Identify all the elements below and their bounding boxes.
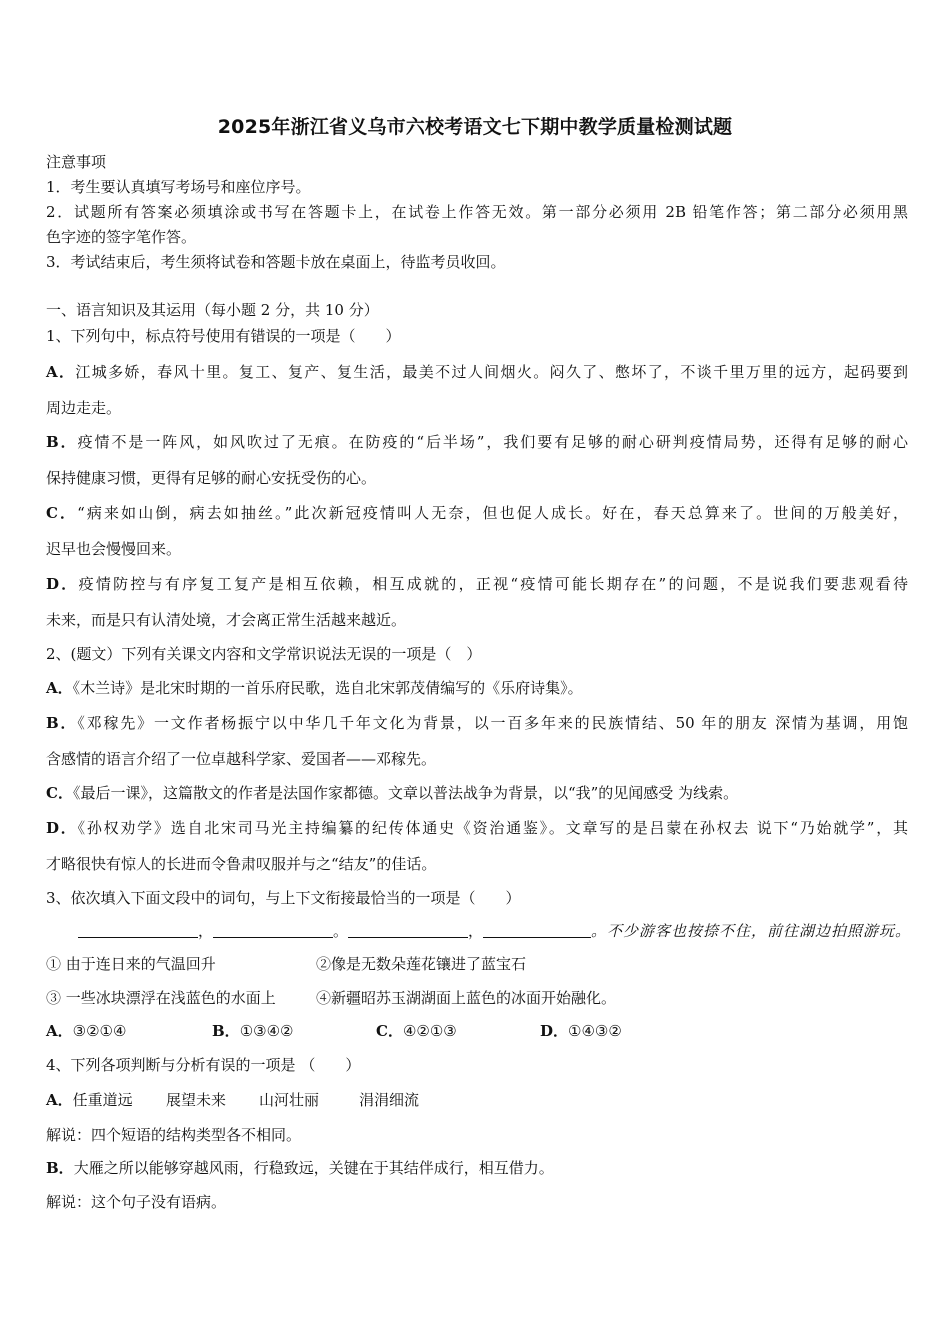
option-text: 大雁之所以能够穿越风雨，行稳致远，关键在于其结伴成行，相互借力。: [73, 1159, 554, 1177]
blank-1: [78, 923, 198, 938]
notice-item-2: 2．试题所有答案必须填涂或书写在答题卡上，在试卷上作答无效。第一部分必须用 2B 铅笔作答；第二部分必须用黑: [46, 203, 908, 221]
q3-sep-1: ，: [198, 922, 214, 940]
q3-answer-c: [376, 1021, 457, 1041]
q4-option-b-explanation: 解说：这个句子没有语病。: [46, 1193, 227, 1211]
q1-option-b-cont: 保持健康习惯，更得有足够的耐心安抚受伤的心。: [46, 469, 377, 487]
q3-choice-2: ②像是无数朵莲花镶进了蓝宝石: [316, 955, 527, 973]
q2-option-b: [46, 713, 908, 733]
q1-option-a: [46, 362, 908, 382]
q2-option-b-cont: 含感情的语言介绍了一位卓越科学家、爱国者——邓稼先。: [46, 750, 437, 768]
q3-answer-b: [212, 1021, 293, 1041]
option-text: 疫情不是一阵风，如风吹过了无痕。在防疫的“后半场”，我们要有足够的耐心研判疫情局势，还得有足够的耐心: [77, 433, 908, 451]
option-label: D．: [540, 1022, 569, 1040]
exam-title: 2025年浙江省义乌市六校考语文七下期中教学质量检测试题: [217, 116, 733, 138]
option-label: B．: [46, 1159, 74, 1177]
q3-choice-1: ① 由于连日来的气温回升: [46, 955, 216, 973]
option-label: D．: [46, 819, 78, 837]
q4-option-a: [46, 1090, 908, 1110]
q4-word-3: 山河壮丽: [259, 1091, 320, 1109]
q1-option-a-cont: 周边走走。: [46, 399, 122, 417]
option-label: D．: [46, 575, 79, 593]
blank-2: [213, 923, 333, 938]
q2-option-d-cont: 才略很快有惊人的长进而令鲁肃叹服并与之“结友”的佳话。: [46, 855, 437, 873]
blank-4: [483, 923, 591, 938]
q3-passage: [78, 921, 912, 941]
q2-stem: 2、(题文）下列有关课文内容和文学常识说法无误的一项是（ ）: [46, 645, 482, 663]
q4-word-2: 展望未来: [166, 1091, 227, 1109]
option-label: A．: [46, 363, 76, 381]
option-text: “病来如山倒，病去如抽丝。”此次新冠疫情叫人无奈，但也促人成长。好在，春天总算来了。世间的万般美好，: [77, 504, 908, 522]
notice-item-3: 3．考试结束后，考生须将试卷和答题卡放在桌面上，待监考员收回。: [46, 253, 506, 271]
q3-passage-tail: 。不少游客也按捺不住，前往湖边拍照游玩。: [591, 922, 912, 940]
blank-3: [348, 923, 468, 938]
q3-stem: 3、依次填入下面文段中的词句，与上下文衔接最恰当的一项是（ ）: [46, 889, 521, 907]
option-label: A．: [46, 1022, 73, 1040]
q4-stem: 4、下列各项判断与分析有误的一项是 （ ）: [46, 1056, 361, 1074]
option-label: C．: [46, 504, 78, 522]
q3-sep-2: 。: [333, 922, 349, 940]
q1-stem: 1、下列句中，标点符号使用有错误的一项是（ ）: [46, 327, 401, 345]
option-text: 《邓稼先》一文作者杨振宁以中华几千年文化为背景，以一百多年来的民族情结、50 年的朋友 深情为基调，用饱: [77, 714, 908, 732]
q4-word-4: 涓涓细流: [359, 1091, 420, 1109]
q2-option-a: [46, 678, 908, 698]
option-text: 《木兰诗》是北宋时期的一首乐府民歌，选自北宋郭茂倩编写的《乐府诗集》。: [72, 679, 583, 697]
q1-option-d: [46, 574, 908, 594]
option-label: C．: [376, 1022, 403, 1040]
option-label: B．: [212, 1022, 240, 1040]
option-text: ④②①③: [402, 1022, 457, 1040]
q4-option-b: [46, 1158, 908, 1178]
q3-sep-3: ，: [468, 922, 484, 940]
q3-answer-a: [46, 1021, 126, 1041]
option-text: ①④③②: [568, 1022, 622, 1040]
notice-item-1: 1．考生要认真填写考场号和座位序号。: [46, 178, 311, 196]
q3-choice-4: ④新疆昭苏玉湖湖面上蓝色的冰面开始融化。: [316, 989, 617, 1007]
option-label: C．: [46, 784, 73, 802]
option-text: 疫情防控与有序复工复产是相互依赖，相互成就的，正视“疫情可能长期存在”的问题，不是说我们要悲观看待: [78, 575, 908, 593]
q2-option-d: [46, 818, 908, 838]
q1-option-c: [46, 503, 908, 523]
q1-option-d-cont: 未来，而是只有认清处境，才会离正常生活越来越近。: [46, 611, 407, 629]
q2-option-c: [46, 783, 908, 803]
option-text: ③②①④: [72, 1022, 127, 1040]
q4-option-a-explanation: 解说：四个短语的结构类型各不相同。: [46, 1126, 302, 1144]
option-text: ①③④②: [239, 1022, 294, 1040]
q4-word-1: 任重道远: [72, 1091, 133, 1109]
option-label: A．: [46, 679, 73, 697]
notice-heading: 注意事项: [46, 153, 107, 171]
option-label: B．: [46, 433, 78, 451]
option-label: B．: [46, 714, 78, 732]
q1-option-b: [46, 432, 908, 452]
option-text: 江城多娇，春风十里。复工、复产、复生活，最美不过人间烟火。闷久了、憋坏了，不谈千里万里的远方，起码要到: [75, 363, 909, 381]
notice-item-2-cont: 色字迹的签字笔作答。: [46, 228, 197, 246]
option-text: 《最后一课》，这篇散文的作者是法国作家都德。文章以普法战争为背景，以“我”的见闻感受 为线索。: [72, 784, 739, 802]
section-heading: 一、语言知识及其运用（每小题 2 分，共 10 分）: [46, 301, 379, 319]
option-label: A．: [46, 1091, 73, 1109]
q3-answer-d: [540, 1021, 622, 1041]
q1-option-c-cont: 迟早也会慢慢回来。: [46, 540, 182, 558]
option-text: 《孙权劝学》选自北宋司马光主持编纂的纪传体通史《资治通鉴》。文章写的是吕蒙在孙权去 说下“乃始就学”，其: [77, 819, 908, 837]
q3-choice-3: ③ 一些冰块漂浮在浅蓝色的水面上: [46, 989, 276, 1007]
